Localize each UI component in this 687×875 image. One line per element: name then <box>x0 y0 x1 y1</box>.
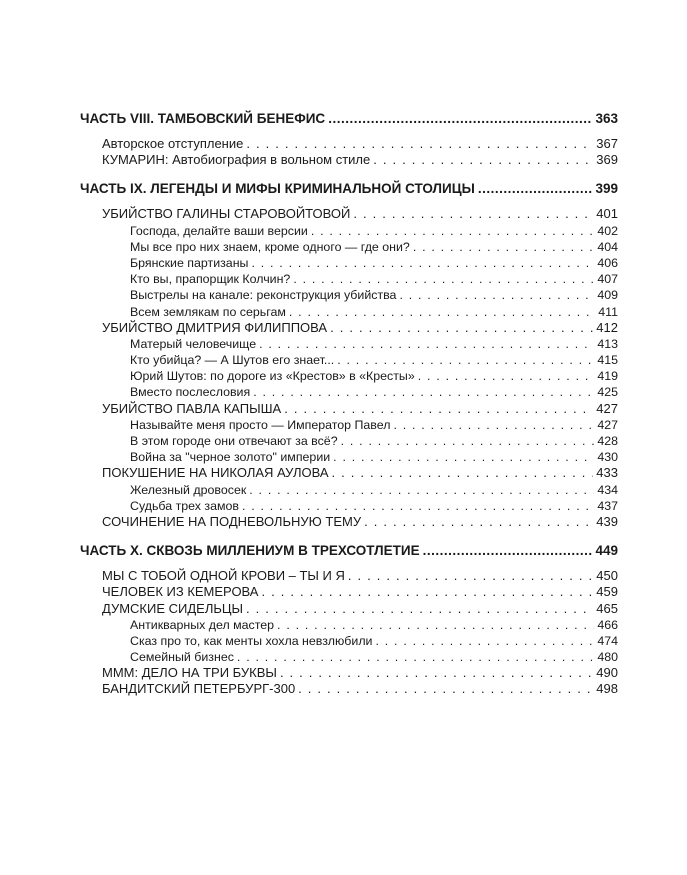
page-number: 369 <box>596 152 618 168</box>
page-number: 425 <box>597 385 618 400</box>
toc-subentry <box>80 287 618 303</box>
page-number: 428 <box>597 434 618 448</box>
entry-title: Вместо послесловия <box>130 385 251 400</box>
page-number: 480 <box>597 650 618 665</box>
dot-leader <box>413 239 595 255</box>
entry-title: Матерый человечище <box>130 336 257 351</box>
page-number: 450 <box>596 568 618 584</box>
page-number: 490 <box>596 665 618 681</box>
dot-leader <box>311 223 594 239</box>
toc-subentry <box>80 449 618 465</box>
part-title: ЧАСТЬ VIII. ТАМБОВСКИЙ БЕНЕФИС <box>80 111 326 126</box>
toc-subentry <box>80 482 618 498</box>
toc-entry <box>80 401 618 417</box>
toc-entry <box>80 320 618 336</box>
toc-subentry <box>80 304 618 320</box>
dot-leader <box>259 336 594 352</box>
dot-leader <box>353 206 593 222</box>
dot-leader <box>246 136 593 152</box>
toc-subentry <box>80 417 618 433</box>
toc-entry <box>80 206 618 222</box>
entry-title: ДУМСКИЕ СИДЕЛЬЦЫ <box>102 600 244 616</box>
entry-title: Кто вы, прапорщик Колчин? <box>130 272 291 287</box>
page-number: 402 <box>597 223 618 238</box>
page-number: 437 <box>597 498 618 513</box>
entry-title: Господа, делайте ваши версии <box>130 223 308 238</box>
toc-entry <box>80 465 618 481</box>
toc-subentry <box>80 239 618 255</box>
dot-leader <box>242 498 594 514</box>
entry-title: МЫ С ТОБОЙ ОДНОЙ КРОВИ – ТЫ И Я <box>102 568 345 584</box>
entry-title: Юрий Шутов: по дороге из «Крестов» в «Кресты» <box>130 369 415 384</box>
page-number: 367 <box>596 136 618 151</box>
toc-entry <box>80 152 618 168</box>
entry-title: УБИЙСТВО ПАВЛА КАПЫША <box>102 400 282 416</box>
entry-title: Судьба трех замов <box>130 498 239 513</box>
page-number: 363 <box>595 111 618 126</box>
entry-title: Брянские партизаны <box>130 255 249 270</box>
toc-part-heading <box>80 110 618 128</box>
toc-entry <box>80 568 618 584</box>
part9-entries <box>80 206 618 530</box>
entry-title: Всем землякам по серьгам <box>130 304 286 319</box>
page-number: 434 <box>597 482 618 497</box>
entry-title: ПОКУШЕНИЕ НА НИКОЛАЯ АУЛОВА <box>102 465 329 481</box>
toc-subentry <box>80 336 618 352</box>
entry-title: Железный дровосек <box>130 482 247 497</box>
dot-leader <box>478 180 593 198</box>
dot-leader <box>332 465 594 481</box>
dot-leader <box>341 433 595 449</box>
page-number: 449 <box>595 543 618 559</box>
page-number: 413 <box>597 336 618 351</box>
page-number: 474 <box>597 633 618 648</box>
page-number: 430 <box>597 450 618 465</box>
toc-subentry <box>80 649 618 665</box>
dot-leader <box>364 514 593 530</box>
toc-part-heading <box>80 542 618 560</box>
toc-subentry <box>80 223 618 239</box>
dot-leader <box>393 417 594 433</box>
dot-leader <box>328 110 592 128</box>
toc-subentry <box>80 368 618 384</box>
page-number: 415 <box>597 353 618 368</box>
page-number: 404 <box>597 239 618 254</box>
entry-title: Авторское отступление <box>102 136 244 151</box>
page-number: 411 <box>598 304 618 319</box>
entry-title: КУМАРИН: Автобиография в вольном стиле <box>102 152 371 168</box>
entry-title: Называйте меня просто — Император Павел <box>130 417 391 432</box>
entry-title: Мы все про них знаем, кроме одного — где они? <box>130 239 410 254</box>
dot-leader <box>246 601 593 617</box>
part10-entries <box>80 568 618 698</box>
page-number: 407 <box>597 272 618 287</box>
toc-entry <box>80 584 618 600</box>
dot-leader <box>284 401 593 417</box>
dot-leader <box>399 287 594 303</box>
toc-subentry <box>80 633 618 649</box>
entry-title: УБИЙСТВО ДМИТРИЯ ФИЛИППОВА <box>102 319 328 335</box>
dot-leader <box>289 304 595 320</box>
dot-leader <box>333 449 594 465</box>
entry-title: УБИЙСТВО ГАЛИНЫ СТАРОВОЙТОВОЙ <box>102 206 351 222</box>
entry-title: В этом городе они отвечают за всё? <box>130 434 338 448</box>
dot-leader <box>237 649 594 665</box>
page-number: 419 <box>597 369 618 384</box>
entry-title: ЧЕЛОВЕК ИЗ КЕМЕРОВА <box>102 584 259 600</box>
dot-leader <box>293 271 594 287</box>
entry-title: Сказ про то, как менты хохла невзлюбили <box>130 633 373 648</box>
dot-leader <box>348 568 593 584</box>
page-number: 406 <box>597 255 618 270</box>
dot-leader <box>337 352 594 368</box>
page-number: 401 <box>596 206 618 222</box>
part-title: ЧАСТЬ X. СКВОЗЬ МИЛЛЕНИУМ В ТРЕХСОТЛЕТИЕ <box>80 543 420 559</box>
dot-leader <box>251 255 594 271</box>
entry-title: Антикварных дел мастер <box>130 617 275 632</box>
page-number: 465 <box>596 600 618 616</box>
page-number: 433 <box>596 465 618 481</box>
table-of-contents <box>80 110 618 698</box>
page-number: 498 <box>596 681 618 697</box>
entry-title: Семейный бизнес <box>130 650 234 665</box>
dot-leader <box>375 633 594 649</box>
toc-entry <box>80 681 618 697</box>
page-number: 439 <box>596 513 618 529</box>
toc-subentry <box>80 498 618 514</box>
dot-leader <box>277 617 594 633</box>
page-number: 466 <box>597 617 618 632</box>
toc-entry <box>80 601 618 617</box>
dot-leader <box>330 320 593 336</box>
page-number: 412 <box>596 319 618 335</box>
dot-leader <box>373 152 593 168</box>
entry-title: Война за "черное золото" империи <box>130 450 331 465</box>
entry-title: СОЧИНЕНИЕ НА ПОДНЕВОЛЬНУЮ ТЕМУ <box>102 513 362 529</box>
toc-entry <box>80 665 618 681</box>
toc-subentry <box>80 617 618 633</box>
dot-leader <box>253 384 594 400</box>
entry-title: Кто убийца? — А Шутов его знает... <box>130 353 335 368</box>
toc-entry <box>80 136 618 152</box>
page-number: 459 <box>596 584 618 600</box>
entry-title: БАНДИТСКИЙ ПЕТЕРБУРГ-300 <box>102 681 296 697</box>
part-title: ЧАСТЬ IX. ЛЕГЕНДЫ И МИФЫ КРИМИНАЛЬНОЙ СТОЛИЦЫ <box>80 181 475 197</box>
toc-entry <box>80 514 618 530</box>
dot-leader <box>249 482 594 498</box>
dot-leader <box>280 665 593 681</box>
toc-subentry <box>80 384 618 400</box>
toc-subentry <box>80 271 618 287</box>
dot-leader <box>261 584 593 600</box>
dot-leader <box>298 681 593 697</box>
page-number: 427 <box>596 400 618 416</box>
entry-title: Выстрелы на канале: реконструкция убийства <box>130 288 397 303</box>
toc-part-heading <box>80 180 618 198</box>
page-number: 399 <box>595 181 618 197</box>
toc-subentry <box>80 255 618 271</box>
entry-title: МММ: ДЕЛО НА ТРИ БУКВЫ <box>102 665 277 681</box>
toc-subentry <box>80 352 618 368</box>
toc-subentry <box>80 433 618 449</box>
page-number: 409 <box>597 288 618 303</box>
dot-leader <box>418 368 595 384</box>
page-number: 427 <box>597 417 618 432</box>
dot-leader <box>423 542 593 560</box>
